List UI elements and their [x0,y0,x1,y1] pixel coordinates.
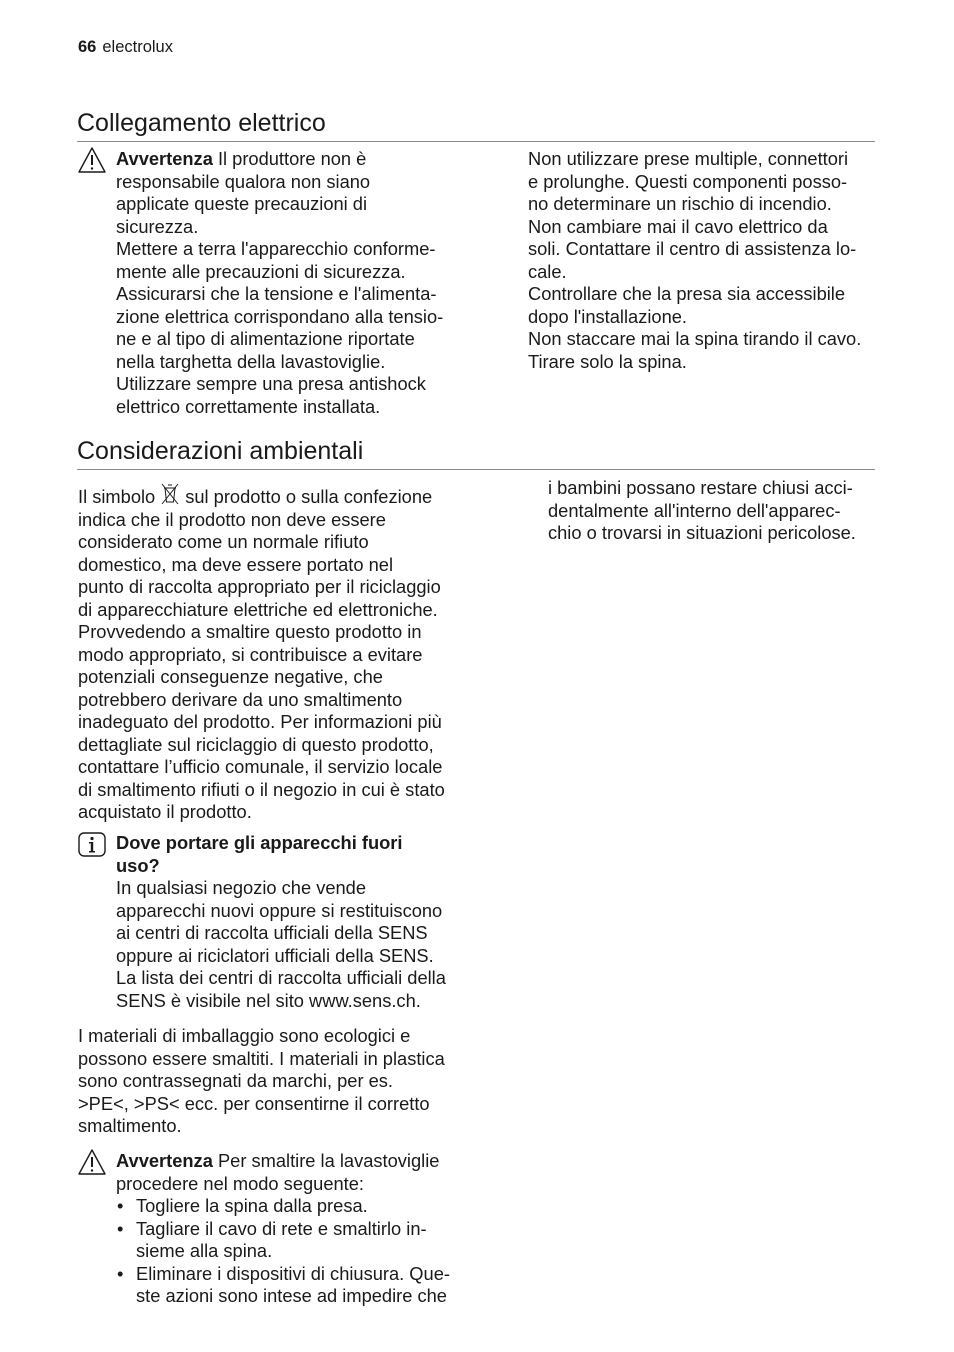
page-header [78,38,173,57]
section-title-electrical: Collegamento elettrico [77,109,875,142]
warning-disposal-text: Avvertenza Per smaltire la lavastoviglie procedere nel modo seguente: [116,1150,440,1194]
crossed-out-bin-icon [159,482,181,506]
warning-triangle-icon [77,1148,107,1176]
warning-electrical [116,148,476,418]
warning-triangle-icon [77,146,107,174]
info-icon [77,830,107,858]
page-number: 66 [78,38,97,56]
warning-label: Avvertenza [116,1150,213,1171]
info-text: In qualsiasi negozio che vende apparecchi nuovi oppure si restituiscono ai centri di raccolta ufficiali della SENS oppure ai riciclatori ufficiali della SENS. La lista dei centri di raccolta ufficiali della SENS è visibile nel sito www.sens.ch. [116,877,446,1011]
environmental-intro: Il simbolo sul prodotto o sulla confezione indica che il prodotto non deve essere considerato come un normale rifiuto domestico, ma deve essere portato nel punto di raccolta appropriato per il riciclaggio di apparecchiature elettriche ed elettroniche. Provvedendo a smaltire questo prodotto in modo appropriato, si contribuisce a evitare potenziali conseguenze negative, che potrebbero derivare da uno smaltimento inadeguato del prodotto. Per informazioni più dettagliate sul riciclaggio di questo prodotto, contattare l’ufficio comunale, il servizio locale di smaltimento rifiuti o il negozio in cui è stato acquistato il prodotto. [78,482,478,824]
packaging-paragraph: I materiali di imballaggio sono ecologici e possono essere smaltiti. I materiali in plastica sono contrassegnati da marchi, per es. >PE<, >PS< ecc. per consentirne il corretto smaltimento. [78,1025,445,1136]
environmental-right-column: i bambini possano restare chiusi acci- dentalmente all'interno dell'apparec- chio o trovarsi in situazioni pericolose. [548,477,856,543]
list-item: • Tagliare il cavo di rete e smaltirlo in- sieme alla spina. [116,1218,476,1263]
info-disposal [116,832,476,1012]
electrical-right-column [528,148,888,373]
list-item: • Eliminare i dispositivi di chiusura. Que- ste azioni sono intese ad impedire che [116,1263,476,1308]
warning-electrical-text: Avvertenza Il produttore non è responsabile qualora non siano applicate queste precauzioni di sicurezza. Mettere a terra l'apparecchio conforme- mente alle precauzioni di sicurezza. Assicurarsi che la tensione e l'alimenta- zione elettrica corrispondano alla tensio- ne e al tipo di alimentazione riportate nella targhetta della lavastoviglie. Utilizzare sempre una presa antishock elettrico correttamente installata. [116,148,444,417]
electrical-right-text: Non utilizzare prese multiple, connettori e prolunghe. Questi componenti posso- no determinare un rischio di incendio. Non cambiare mai il cavo elettrico da soli. Contattare il centro di assistenza lo- cale. Controllare che la presa sia accessibile dopo l'installazione. Non staccare mai la spina tirando il cavo. Tirare solo la spina. [528,148,862,372]
brand-name: electrolux [102,38,173,56]
disposal-steps-list [116,1195,476,1308]
list-item: • Togliere la spina dalla presa. [116,1195,476,1218]
info-title: Dove portare gli apparecchi fuori uso? [116,832,403,876]
warning-label: Avvertenza [116,148,213,169]
warning-disposal [116,1150,476,1308]
section-title-environmental: Considerazioni ambientali [77,437,875,470]
